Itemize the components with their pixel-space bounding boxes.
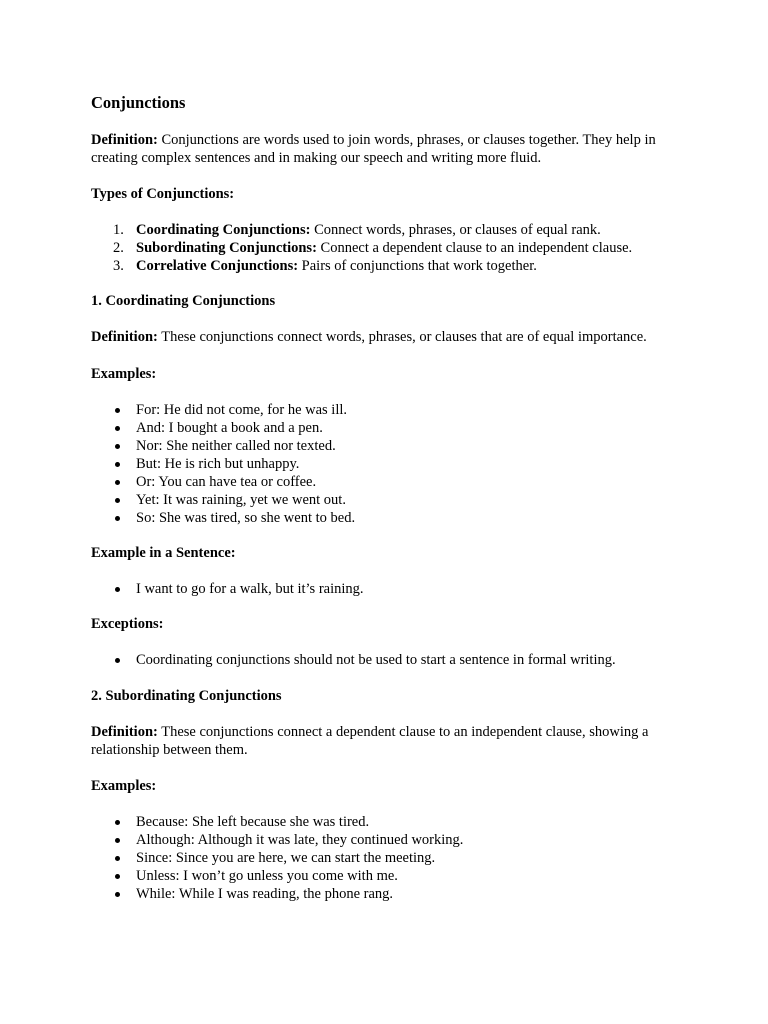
types-list	[91, 221, 632, 275]
bullet-icon	[115, 462, 120, 467]
type-label: Correlative Conjunctions:	[136, 258, 299, 274]
exceptions-heading: Exceptions:	[91, 616, 164, 632]
bullet-icon	[115, 892, 120, 897]
list-item	[91, 455, 355, 473]
list-item	[91, 509, 355, 527]
bullet-icon	[115, 480, 120, 485]
bullet-icon	[115, 838, 120, 843]
example-text: For: He did not come, for he was ill.	[136, 402, 348, 418]
bullet-icon	[115, 498, 120, 503]
list-item	[91, 867, 463, 885]
example-text: Yet: It was raining, yet we went out.	[136, 492, 346, 508]
list-item	[91, 437, 355, 455]
bullet-icon	[115, 516, 120, 521]
bullet-icon	[115, 408, 120, 413]
example-text: And: I bought a book and a pen.	[136, 420, 323, 436]
exception-text: Coordinating conjunctions should not be used to start a sentence in formal writing.	[136, 652, 616, 668]
list-item	[91, 831, 463, 849]
bullet-icon	[115, 820, 120, 825]
definition-text: These conjunctions connect words, phrases, or clauses that are of equal importance.	[157, 329, 647, 345]
list-number: 1.	[113, 222, 124, 238]
list-item	[91, 221, 632, 239]
page-title: Conjunctions	[91, 93, 186, 112]
bullet-icon	[115, 426, 120, 431]
definition-label: Definition:	[91, 329, 158, 345]
list-item	[91, 813, 463, 831]
types-heading: Types of Conjunctions:	[91, 186, 235, 202]
subordinating-examples-heading: Examples:	[91, 778, 157, 794]
example-text: I want to go for a walk, but it’s raining.	[136, 581, 364, 597]
coordinating-examples-list	[91, 401, 355, 527]
definition-label: Definition:	[91, 132, 158, 148]
example-text: But: He is rich but unhappy.	[136, 456, 300, 472]
example-text: Because: She left because she was tired.	[136, 814, 370, 830]
list-item	[91, 473, 355, 491]
subordinating-heading: 2. Subordinating Conjunctions	[91, 688, 282, 704]
bullet-icon	[115, 587, 120, 592]
type-label: Subordinating Conjunctions:	[136, 240, 317, 256]
coordinating-definition	[91, 328, 691, 346]
list-item	[91, 257, 632, 275]
coordinating-examples-heading: Examples:	[91, 366, 157, 382]
bullet-icon	[115, 658, 120, 663]
definition-text: These conjunctions connect a dependent clause to an independent clause, showing a relationship between them.	[91, 724, 649, 758]
example-text: Unless: I won’t go unless you come with me.	[136, 868, 398, 884]
list-item	[91, 239, 632, 257]
type-text: Connect words, phrases, or clauses of equal rank.	[310, 222, 601, 238]
example-text: Since: Since you are here, we can start the meeting.	[136, 850, 436, 866]
subordinating-definition	[91, 723, 681, 759]
definition-paragraph	[91, 131, 691, 167]
bullet-icon	[115, 856, 120, 861]
type-label: Coordinating Conjunctions:	[136, 222, 311, 238]
list-item	[91, 419, 355, 437]
example-text: So: She was tired, so she went to bed.	[136, 510, 356, 526]
definition-text: Conjunctions are words used to join words, phrases, or clauses together. They help in creating complex sentences and in making our speech and writing more fluid.	[91, 132, 656, 166]
list-item	[91, 651, 616, 669]
exceptions-list	[91, 651, 616, 669]
subordinating-examples-list	[91, 813, 463, 903]
example-text: Or: You can have tea or coffee.	[136, 474, 317, 490]
list-item	[91, 849, 463, 867]
sentence-examples-list	[91, 580, 364, 598]
type-text: Pairs of conjunctions that work together.	[298, 258, 537, 274]
definition-label: Definition:	[91, 724, 158, 740]
example-text: Nor: She neither called nor texted.	[136, 438, 336, 454]
list-item	[91, 491, 355, 509]
list-number: 3.	[113, 258, 124, 274]
coordinating-heading: 1. Coordinating Conjunctions	[91, 293, 276, 309]
sentence-heading: Example in a Sentence:	[91, 545, 236, 561]
example-text: Although: Although it was late, they continued working.	[136, 832, 464, 848]
list-item	[91, 580, 364, 598]
bullet-icon	[115, 444, 120, 449]
list-item	[91, 401, 355, 419]
bullet-icon	[115, 874, 120, 879]
example-text: While: While I was reading, the phone rang.	[136, 886, 394, 902]
list-number: 2.	[113, 240, 124, 256]
list-item	[91, 885, 463, 903]
type-text: Connect a dependent clause to an independent clause.	[316, 240, 633, 256]
